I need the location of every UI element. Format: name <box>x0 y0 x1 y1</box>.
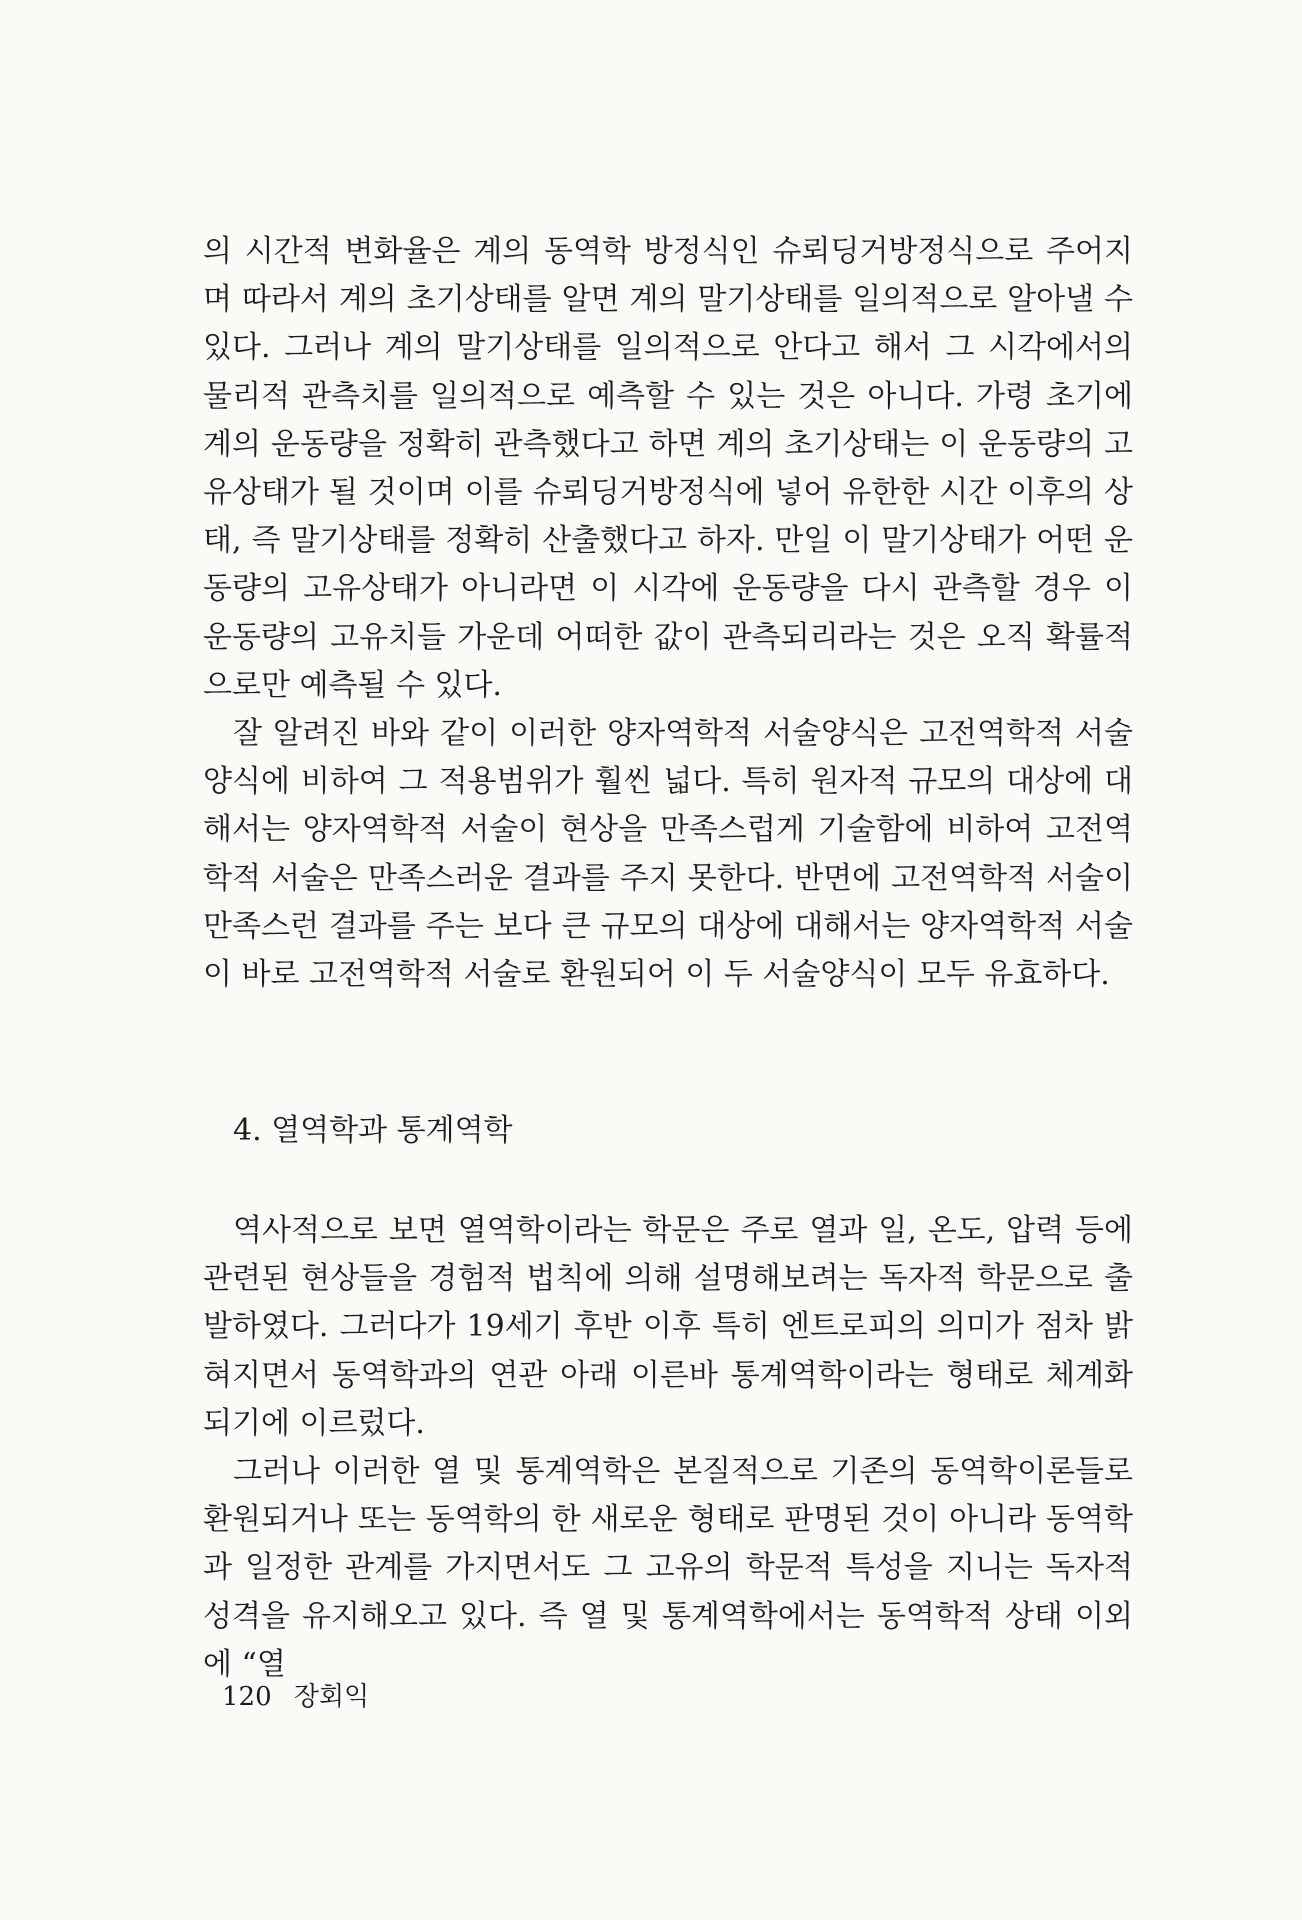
page-footer <box>222 1676 383 1713</box>
paragraph: 의 시간적 변화율은 계의 동역학 방정식인 슈뢰딩거방정식으로 주어지며 따라서 계의 초기상태를 알면 계의 말기상태를 일의적으로 알아낼 수 있다. 그러나 계의 말기상태를 일의적으로 안다고 해서 그 시각에서의 물리적 관측치를 일의적으로 예측할 수 있는 것은 아니다. 가령 초기에 계의 운동량을 정확히 관측했다고 하면 계의 초기상태는 이 운동량의 고유상태가 될 것이며 이를 슈뢰딩거방정식에 넣어 유한한 시간 이후의 상태, 즉 말기상태를 정확히 산출했다고 하자. 만일 이 말기상태가 어떤 운동량의 고유상태가 아니라면 이 시각에 운동량을 다시 관측할 경우 이 운동량의 고유치들 가운데 어떠한 값이 관측되리라는 것은 오직 확률적으로만 예측될 수 있다. <box>203 234 1133 703</box>
paragraph: 그러나 이러한 열 및 통계역학은 본질적으로 기존의 동역학이론들로 환원되거나 또는 동역학의 한 새로운 형태로 판명된 것이 아니라 동역학과 일정한 관계를 가지면서도 그 고유의 학문적 특성을 지니는 독자적 성격을 유지해오고 있다. 즉 열 및 통계역학에서는 동역학적 상태 이외에 “열 <box>203 1454 1133 1682</box>
section-heading: 4. 열역학과 통계역학 <box>233 1113 513 1148</box>
text-block-bottom <box>203 1207 1133 1689</box>
paragraph: 잘 알려진 바와 같이 이러한 양자역학적 서술양식은 고전역학적 서술양식에 비하여 그 적용범위가 훨씬 넓다. 특히 원자적 규모의 대상에 대해서는 양자역학적 서술이 현상을 만족스럽게 기술함에 비하여 고전역학적 서술은 만족스러운 결과를 주지 못한다. 반면에 고전역학적 서술이 만족스런 결과를 주는 보다 큰 규모의 대상에 대해서는 양자역학적 서술이 바로 고전역학적 서술로 환원되어 이 두 서술양식이 모두 유효하다. <box>203 716 1134 993</box>
page-number: 120 <box>222 1682 272 1712</box>
paragraph: 역사적으로 보면 열역학이라는 학문은 주로 열과 일, 온도, 압력 등에 관련된 현상들을 경험적 법칙에 의해 설명해보려는 독자적 학문으로 출발하였다. 그러다가 19세기 후반 이후 특히 엔트로피의 의미가 점차 밝혀지면서 동역학과의 연관 아래 이른바 통계역학이라는 형태로 체계화되기에 이르렀다. <box>203 1213 1133 1441</box>
text-block-top <box>203 228 1133 999</box>
author-name: 장회익 <box>293 1682 370 1712</box>
